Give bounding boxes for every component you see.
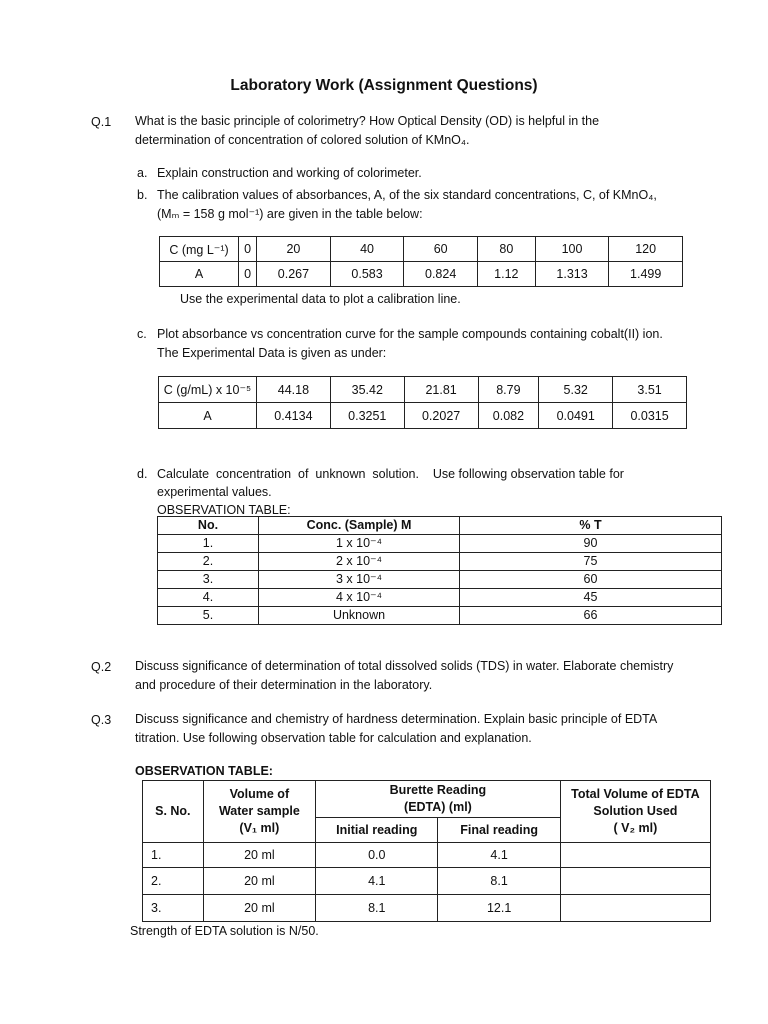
table-cell [560, 843, 710, 868]
item-text-line-2: (Mₘ = 158 g mol⁻¹) are given in the table below: [157, 207, 423, 221]
table-cell: C (mg L⁻¹) [160, 237, 239, 262]
table-cell: 0.0315 [613, 403, 687, 429]
header-line: (EDTA) (ml) [404, 800, 472, 814]
table-cell: 0.082 [478, 403, 539, 429]
header-line: ( V₂ ml) [613, 821, 658, 835]
table-cell: 60 [404, 237, 478, 262]
column-header-sno: S. No. [143, 781, 204, 843]
table-cell: 3. [158, 571, 259, 589]
table-row [143, 868, 711, 895]
table-cell: 4 x 10⁻⁴ [259, 589, 460, 607]
table-row [143, 843, 711, 868]
question-3-text [135, 710, 735, 748]
table-cell: 12.1 [438, 895, 560, 922]
table-cell: 40 [330, 237, 404, 262]
column-header-burette [316, 781, 561, 818]
table-cell: 20 ml [203, 843, 315, 868]
observation-table-label: OBSERVATION TABLE: [157, 503, 291, 517]
table-cell: 4.1 [316, 868, 438, 895]
question-2-line-2: and procedure of their determination in the laboratory. [135, 678, 433, 692]
question-number-2: Q.2 [91, 660, 112, 674]
question-number-1: Q.1 [91, 115, 112, 129]
table-cell: 45 [460, 589, 722, 607]
table-cell: 0 [239, 237, 257, 262]
item-text: Calculate concentration of unknown solution. Use following observation table for [157, 467, 624, 481]
table-row [158, 535, 722, 553]
table-cell: 2 x 10⁻⁴ [259, 553, 460, 571]
item-text: The calibration values of absorbances, A, of the six standard concentrations, C, of KMnO₄, [157, 188, 657, 202]
table-row [159, 403, 687, 429]
item-label: a. [137, 166, 148, 180]
document-title: Laboratory Work (Assignment Questions) [230, 77, 538, 94]
table-cell: 90 [460, 535, 722, 553]
edta-strength-note: Strength of EDTA solution is N/50. [130, 924, 319, 938]
table-cell: 100 [535, 237, 609, 262]
column-header-initial: Initial reading [316, 818, 438, 843]
table-cell: 3.51 [613, 377, 687, 403]
table-cell: 60 [460, 571, 722, 589]
item-label: c. [137, 327, 147, 341]
column-header-volume [203, 781, 315, 843]
table-cell: 20 ml [203, 895, 315, 922]
table-cell: 1.12 [477, 262, 535, 287]
table-cell: 1.499 [609, 262, 683, 287]
question-1d [137, 465, 697, 519]
table-cell: 0.4134 [257, 403, 331, 429]
item-text-line-2: experimental values. [157, 485, 272, 499]
table-cell: 8.1 [316, 895, 438, 922]
edta-observation-table [142, 780, 711, 922]
header-line: Solution Used [593, 804, 678, 818]
header-line: Volume of [229, 787, 290, 801]
cobalt-data-table [158, 376, 687, 429]
table-row [158, 571, 722, 589]
header-line: Water sample [218, 804, 300, 818]
table-cell: 44.18 [257, 377, 331, 403]
table-cell: A [159, 403, 257, 429]
table-cell: 2. [158, 553, 259, 571]
observation-table-label: OBSERVATION TABLE: [135, 764, 273, 778]
item-text-line-2: The Experimental Data is given as under: [157, 346, 387, 360]
question-3-line-2: titration. Use following observation table for calculation and explanation. [135, 731, 532, 745]
table-row [158, 589, 722, 607]
calibration-table [159, 236, 683, 287]
table-cell: 5.32 [539, 377, 613, 403]
table-cell: 1. [143, 843, 204, 868]
question-2-text [135, 657, 735, 695]
table-cell: 3 x 10⁻⁴ [259, 571, 460, 589]
table-cell: 5. [158, 607, 259, 625]
question-number-3: Q.3 [91, 713, 112, 727]
table-cell: 4. [158, 589, 259, 607]
question-1b [137, 186, 697, 224]
column-header: Conc. (Sample) M [259, 517, 460, 535]
column-header: No. [158, 517, 259, 535]
table-cell: 0 [239, 262, 257, 287]
question-1-text [135, 112, 695, 150]
table-cell: 0.3251 [330, 403, 404, 429]
table-cell: 0.0 [316, 843, 438, 868]
table-cell: 0.824 [404, 262, 478, 287]
header-line: Total Volume of EDTA [571, 787, 700, 801]
table-cell: 3. [143, 895, 204, 922]
column-header: % T [460, 517, 722, 535]
table-cell: 21.81 [404, 377, 478, 403]
table-cell: 0.267 [257, 262, 331, 287]
table-cell [560, 868, 710, 895]
table-row [158, 607, 722, 625]
table-header-row [143, 781, 711, 818]
question-1a [137, 164, 697, 183]
table-cell: 20 [257, 237, 331, 262]
table-row [143, 895, 711, 922]
item-text: Explain construction and working of colorimeter. [157, 166, 422, 180]
item-label: d. [137, 467, 148, 481]
table-cell: 120 [609, 237, 683, 262]
table-cell: Unknown [259, 607, 460, 625]
table-cell: 1.313 [535, 262, 609, 287]
item-text: Plot absorbance vs concentration curve for the sample compounds containing cobalt(II) ion. [157, 327, 663, 341]
table-cell: C (g/mL) x 10⁻⁵ [159, 377, 257, 403]
column-header-total-volume [560, 781, 710, 843]
header-line: (V₁ ml) [239, 821, 280, 835]
calibration-note: Use the experimental data to plot a calibration line. [180, 292, 461, 306]
header-line: Burette Reading [389, 783, 487, 797]
question-3-line-1: Discuss significance and chemistry of hardness determination. Explain basic principle of EDTA [135, 712, 658, 726]
column-header-final: Final reading [438, 818, 560, 843]
table-cell: 0.2027 [404, 403, 478, 429]
table-cell: 75 [460, 553, 722, 571]
table-header-row [158, 517, 722, 535]
table-cell: A [160, 262, 239, 287]
question-2-line-1: Discuss significance of determination of total dissolved solids (TDS) in water. Elaborate chemistry [135, 659, 674, 673]
table-row [159, 377, 687, 403]
question-1-line-2: determination of concentration of colored solution of KMnO₄. [135, 133, 470, 147]
table-cell: 1 x 10⁻⁴ [259, 535, 460, 553]
table-cell [560, 895, 710, 922]
table-row [158, 553, 722, 571]
table-row [160, 237, 683, 262]
table-cell: 0.0491 [539, 403, 613, 429]
table-cell: 35.42 [330, 377, 404, 403]
table-cell: 2. [143, 868, 204, 895]
table-cell: 4.1 [438, 843, 560, 868]
question-1c [137, 325, 697, 363]
table-cell: 1. [158, 535, 259, 553]
question-1-line-1: What is the basic principle of colorimetry? How Optical Density (OD) is helpful in the [135, 114, 600, 128]
table-row [160, 262, 683, 287]
table-cell: 8.79 [478, 377, 539, 403]
table-cell: 0.583 [330, 262, 404, 287]
table-cell: 8.1 [438, 868, 560, 895]
item-label: b. [137, 188, 148, 202]
table-cell: 20 ml [203, 868, 315, 895]
table-cell: 80 [477, 237, 535, 262]
observation-table-transmittance [157, 516, 722, 625]
table-cell: 66 [460, 607, 722, 625]
